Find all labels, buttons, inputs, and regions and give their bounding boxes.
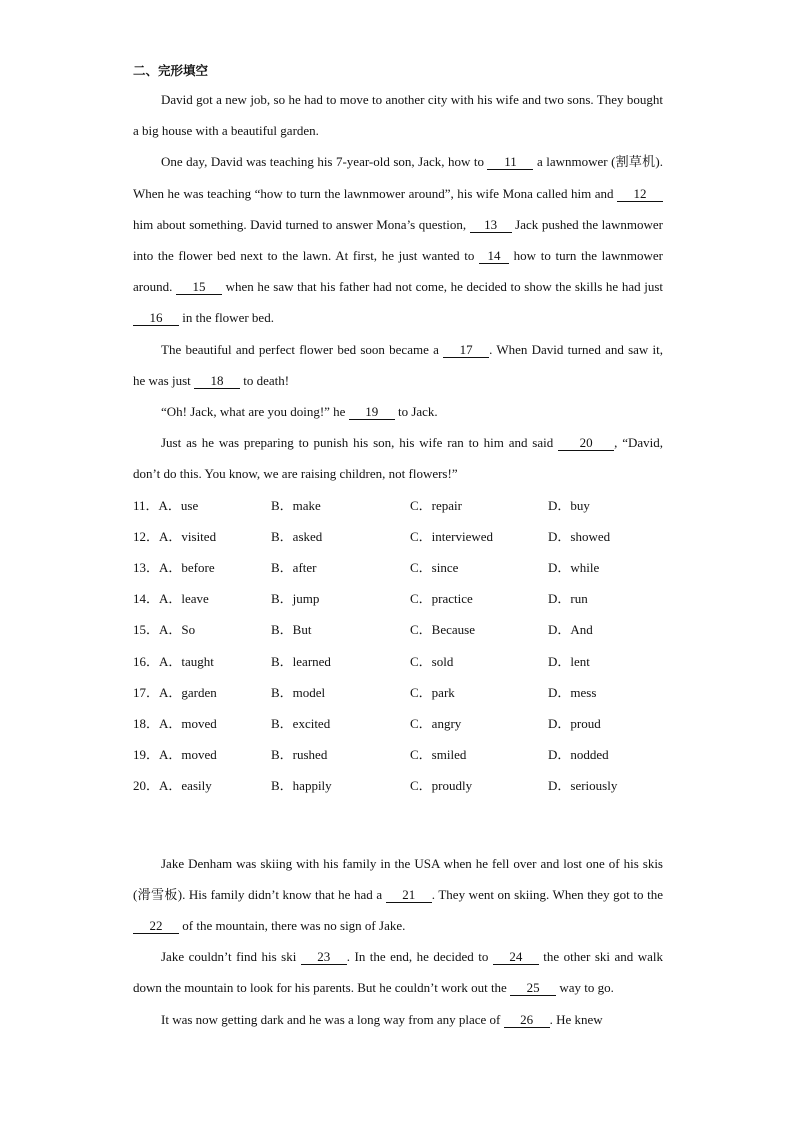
- option-text: D．run: [548, 591, 588, 607]
- question-number: 15．: [133, 622, 160, 638]
- option-d[interactable]: [548, 490, 663, 521]
- blank-14[interactable]: 14: [479, 248, 509, 264]
- question-row: [133, 739, 663, 770]
- option-text: B．learned: [271, 653, 331, 669]
- option-text: B．But: [271, 622, 312, 638]
- paragraph-text: in the flower bed.: [179, 310, 274, 326]
- option-a[interactable]: [133, 739, 271, 770]
- option-text: C．sold: [410, 653, 454, 669]
- question-row: [133, 614, 663, 645]
- paragraph-text: . They went on skiing. When they got to the: [431, 886, 663, 902]
- blank-11[interactable]: 11: [487, 154, 533, 170]
- paragraph-text: “Oh! Jack, what are you doing!” he: [161, 404, 349, 420]
- option-c[interactable]: [410, 521, 548, 552]
- blank-19[interactable]: 19: [349, 404, 395, 420]
- section-heading: 二、完形填空: [133, 63, 209, 78]
- option-b[interactable]: [271, 583, 410, 614]
- option-a[interactable]: [133, 646, 271, 677]
- paragraph-text: when he saw that his father had not come, he decided to show the skills he had just: [221, 279, 663, 295]
- question-row: [133, 521, 663, 552]
- option-b[interactable]: [271, 646, 410, 677]
- question-number: 13．: [133, 560, 160, 576]
- paragraph-text: of the mountain, there was no sign of Jake.: [179, 917, 406, 933]
- option-text: A．use: [158, 497, 199, 513]
- option-text: C．repair: [410, 497, 462, 513]
- option-text: B．happily: [271, 778, 332, 794]
- option-text: A．So: [159, 622, 196, 638]
- paragraph-text: Jack pushed the lawnmower into the flower bed next to the lawn. At first, he just wanted to: [133, 216, 663, 264]
- option-text: A．moved: [159, 747, 217, 763]
- option-c[interactable]: [410, 770, 548, 801]
- option-text: D．showed: [548, 528, 611, 544]
- question-number: 18．: [133, 715, 160, 731]
- option-b[interactable]: [271, 770, 410, 801]
- question-number: 19．: [133, 747, 160, 763]
- paragraph-text: David got a new job, so he had to move to another city with his wife and two sons. They bought a big house with a beautiful garden.: [133, 92, 663, 139]
- option-text: A．garden: [159, 684, 217, 700]
- option-text: D．And: [548, 622, 593, 638]
- passage2-paragraph-2: [133, 941, 663, 1003]
- passage1-paragraph-2: [133, 146, 663, 333]
- option-d[interactable]: [548, 521, 663, 552]
- option-text: B．rushed: [271, 747, 328, 763]
- option-text: A．easily: [159, 778, 212, 794]
- option-a[interactable]: [133, 552, 271, 583]
- option-c[interactable]: [410, 490, 548, 521]
- paragraph-text: the other ski and walk down the mountain to look for his parents. But he couldn’t work out the: [133, 949, 663, 996]
- passage1-paragraph-3: [133, 334, 663, 396]
- option-text: A．moved: [159, 715, 217, 731]
- question-number: 14．: [133, 591, 160, 607]
- option-text: C．interviewed: [410, 528, 494, 544]
- blank-22[interactable]: 22: [133, 918, 179, 934]
- blank-24[interactable]: 24: [493, 949, 539, 965]
- question-row: [133, 677, 663, 708]
- paragraph-text: Jake couldn’t find his ski: [161, 949, 301, 965]
- passage1-paragraph-4: [133, 396, 663, 427]
- question-row: [133, 708, 663, 739]
- option-text: D．mess: [548, 684, 597, 700]
- option-text: D．while: [548, 560, 600, 576]
- option-text: B．asked: [271, 528, 323, 544]
- question-row: [133, 646, 663, 677]
- question-row: [133, 552, 663, 583]
- option-a[interactable]: [133, 677, 271, 708]
- blank-12[interactable]: 12: [617, 186, 663, 202]
- option-d[interactable]: [548, 708, 663, 739]
- paragraph-text: a lawnmower (割草机). When he was teaching “how to turn the lawnmower around”, his wife Mona called him and: [133, 154, 663, 201]
- paragraph-text: how to turn the lawnmower around.: [133, 248, 663, 295]
- option-a[interactable]: [133, 708, 271, 739]
- blank-15[interactable]: 15: [176, 279, 222, 295]
- question-number: 20．: [133, 778, 160, 794]
- blank-23[interactable]: 23: [301, 949, 347, 965]
- option-text: B．jump: [271, 591, 320, 607]
- option-text: A．visited: [159, 528, 217, 544]
- option-b[interactable]: [271, 521, 410, 552]
- question-row: [133, 770, 663, 801]
- option-text: A．taught: [159, 653, 214, 669]
- paragraph-text: to death!: [240, 372, 290, 388]
- blank-21[interactable]: 21: [386, 887, 432, 903]
- option-b[interactable]: [271, 614, 410, 645]
- option-c[interactable]: [410, 552, 548, 583]
- option-text: D．proud: [548, 715, 601, 731]
- option-text: B．make: [271, 497, 321, 513]
- paragraph-text: Jake Denham was skiing with his family in the USA when he fell over and lost one of his skis (滑雪板). His family didn’t know that he had a: [133, 855, 663, 902]
- answer-options: [133, 490, 663, 802]
- option-text: C．since: [410, 560, 459, 576]
- option-a[interactable]: [133, 521, 271, 552]
- option-d[interactable]: [548, 739, 663, 770]
- question-number: 12．: [133, 528, 160, 544]
- option-c[interactable]: [410, 614, 548, 645]
- passage1-paragraph-5: [133, 427, 663, 489]
- blank-17[interactable]: 17: [443, 342, 489, 358]
- option-d[interactable]: [548, 677, 663, 708]
- option-text: A．before: [159, 560, 215, 576]
- option-b[interactable]: [271, 552, 410, 583]
- option-d[interactable]: [548, 646, 663, 677]
- option-a[interactable]: [133, 614, 271, 645]
- blank-25[interactable]: 25: [510, 980, 556, 996]
- option-b[interactable]: [271, 677, 410, 708]
- option-text: D．lent: [548, 653, 590, 669]
- question-number: 16．: [133, 653, 160, 669]
- paragraph-text: , “David, don’t do this. You know, we are raising children, not flowers!”: [133, 435, 663, 482]
- option-text: B．excited: [271, 715, 331, 731]
- question-row: [133, 583, 663, 614]
- option-c[interactable]: [410, 739, 548, 770]
- blank-18[interactable]: 18: [194, 373, 240, 389]
- option-text: C．park: [410, 684, 455, 700]
- option-c[interactable]: [410, 583, 548, 614]
- option-c[interactable]: [410, 708, 548, 739]
- option-text: B．after: [271, 560, 317, 576]
- option-d[interactable]: [548, 552, 663, 583]
- option-text: A．leave: [159, 591, 209, 607]
- option-c[interactable]: [410, 677, 548, 708]
- paragraph-text: to Jack.: [394, 404, 438, 420]
- passage1-paragraph-1: [133, 84, 663, 146]
- passage2-paragraph-1: [133, 848, 663, 942]
- paragraph-text: . When David turned and saw it, he was just: [133, 341, 663, 388]
- paragraph-text: One day, David was teaching his 7-year-old son, Jack, how to: [161, 154, 488, 170]
- option-text: B．model: [271, 684, 326, 700]
- option-b[interactable]: [271, 739, 410, 770]
- option-d[interactable]: [548, 583, 663, 614]
- option-d[interactable]: [548, 614, 663, 645]
- option-c[interactable]: [410, 646, 548, 677]
- paragraph-text: him about something. David turned to answer Mona’s question,: [133, 216, 470, 232]
- question-number: 17．: [133, 684, 160, 700]
- option-text: D．buy: [548, 497, 590, 513]
- paragraph-text: . In the end, he decided to: [346, 949, 493, 965]
- option-a[interactable]: [133, 490, 271, 521]
- option-b[interactable]: [271, 708, 410, 739]
- section-spacer: [133, 802, 663, 848]
- option-text: C．smiled: [410, 747, 467, 763]
- paragraph-text: . He knew: [549, 1011, 603, 1027]
- option-text: C．Because: [410, 622, 475, 638]
- question-number: 11．: [133, 497, 159, 513]
- option-d[interactable]: [548, 770, 663, 801]
- paragraph-text: The beautiful and perfect flower bed soon became a: [161, 341, 444, 357]
- paragraph-text: way to go.: [556, 980, 614, 996]
- blank-20[interactable]: 20: [558, 435, 614, 451]
- blank-16[interactable]: 16: [133, 310, 179, 326]
- paragraph-text: It was now getting dark and he was a long way from any place of: [161, 1011, 504, 1027]
- paragraph-text: Just as he was preparing to punish his son, his wife ran to him and said: [161, 435, 559, 451]
- option-b[interactable]: [271, 490, 410, 521]
- option-text: C．angry: [410, 715, 462, 731]
- question-row: [133, 490, 663, 521]
- option-text: D．nodded: [548, 747, 609, 763]
- option-text: D．seriously: [548, 778, 618, 794]
- option-a[interactable]: [133, 770, 271, 801]
- option-a[interactable]: [133, 583, 271, 614]
- option-text: C．proudly: [410, 778, 473, 794]
- option-text: C．practice: [410, 591, 473, 607]
- document-page: [133, 58, 663, 1035]
- passage2-paragraph-3: [133, 1004, 663, 1035]
- blank-13[interactable]: 13: [470, 217, 512, 233]
- blank-26[interactable]: 26: [504, 1012, 550, 1028]
